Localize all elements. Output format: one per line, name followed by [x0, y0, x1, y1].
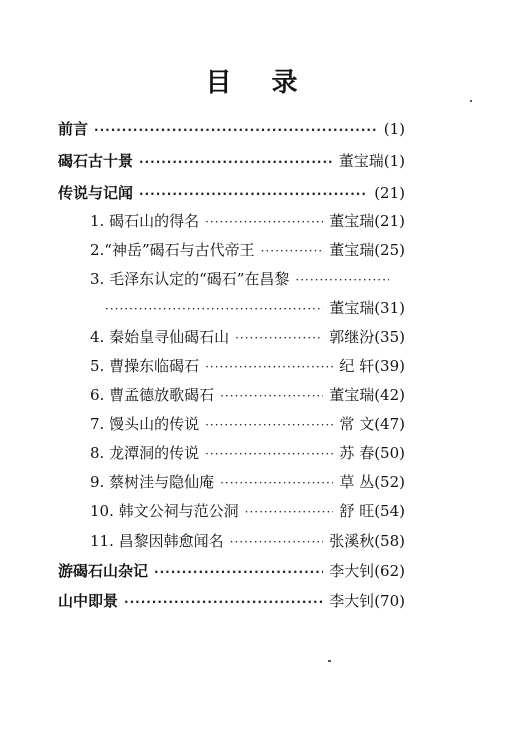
toc-entry-author: 张溪秋 — [329, 532, 375, 550]
toc-entry-title: 6. 曹孟德放歌碣石 — [90, 386, 215, 404]
toc-entry-page: (58) — [374, 532, 405, 550]
toc-entry-author: 舒 旺 — [339, 502, 375, 520]
leader-dots — [205, 361, 333, 373]
toc-entry[interactable] — [58, 560, 405, 581]
leader-dots — [139, 156, 333, 168]
toc-entry-title: 碣石古十景 — [58, 152, 134, 170]
toc-entry-author: 董宝瑞 — [329, 386, 375, 404]
toc-entry[interactable] — [90, 239, 405, 260]
leader-dots — [230, 536, 324, 548]
toc-entry-page: (47) — [374, 415, 405, 433]
leader-dots — [245, 506, 334, 518]
toc-entry[interactable] — [90, 471, 405, 492]
leader-dots — [154, 566, 323, 578]
toc-entry-author: 李大钊 — [329, 562, 375, 580]
toc-entry-page: (21) — [374, 184, 405, 202]
toc-entry[interactable] — [90, 326, 405, 347]
toc-entry-continuation[interactable] — [105, 297, 405, 318]
toc-entry-author: 纪 轩 — [339, 357, 375, 375]
toc-entry-page: (31) — [374, 299, 405, 317]
leader-dots — [295, 274, 389, 286]
leader-dots — [205, 419, 333, 431]
toc-entry-author: 草 丛 — [339, 473, 375, 491]
toc-entry-author: 董宝瑞 — [329, 241, 375, 259]
toc-entry-title: 游碣石山杂记 — [58, 562, 149, 580]
toc-entry-title: 传说与记闻 — [58, 184, 134, 202]
toc-entry-page: (1) — [383, 152, 405, 170]
toc-entry-title: 3. 毛泽东认定的“碣石”在昌黎 — [90, 270, 290, 288]
toc-entry-author: 常 文 — [339, 415, 375, 433]
scan-speck — [328, 660, 331, 662]
toc-entry[interactable] — [90, 210, 405, 231]
toc-entry-page: (42) — [374, 386, 405, 404]
leader-dots — [205, 448, 333, 460]
leader-dots — [235, 332, 323, 344]
toc-entry-page: (39) — [374, 357, 405, 375]
toc-entry-author: 董宝瑞 — [329, 299, 375, 317]
toc-entry-page: (50) — [374, 444, 405, 462]
toc-entry-title: 9. 蔡树洼与隐仙庵 — [90, 473, 215, 491]
leader-dots — [220, 390, 323, 402]
toc-entry[interactable] — [58, 590, 405, 611]
toc-entry-title: 山中即景 — [58, 592, 119, 610]
toc-entry-page: (1) — [383, 120, 405, 138]
leader-dots — [205, 216, 323, 228]
toc-entry-page: (54) — [374, 502, 405, 520]
leader-dots — [105, 303, 323, 315]
toc-entry-author: 李大钊 — [329, 592, 375, 610]
toc-entry[interactable] — [90, 413, 405, 434]
toc-entry-title: 7. 馒头山的传说 — [90, 415, 200, 433]
leader-dots — [124, 596, 323, 608]
title-char-2: 录 — [271, 68, 300, 98]
toc-entry-title: 11. 昌黎因韩愈闻名 — [90, 532, 224, 550]
leader-dots — [220, 477, 333, 489]
toc-entry-title: 5. 曹操东临碣石 — [90, 357, 200, 375]
toc-entry-author: 郭继汾 — [329, 328, 375, 346]
toc-entry[interactable] — [58, 118, 405, 139]
toc-entry-author: 苏 春 — [339, 444, 375, 462]
leader-dots — [139, 188, 368, 200]
toc-entry-title: 10. 韩文公祠与范公洞 — [90, 502, 239, 520]
toc-entry-title: 2.“神岳”碣石与古代帝王 — [90, 241, 255, 259]
toc-entry[interactable] — [90, 268, 395, 289]
toc-entry[interactable] — [90, 384, 405, 405]
leader-dots — [94, 124, 378, 136]
toc-entry[interactable] — [90, 500, 405, 521]
leader-dots — [261, 245, 324, 257]
page-title — [0, 62, 505, 99]
toc-entry-author: 董宝瑞 — [338, 152, 384, 170]
toc-entry-title: 1. 碣石山的得名 — [90, 212, 200, 230]
toc-entry[interactable] — [58, 182, 405, 203]
toc-entry[interactable] — [90, 355, 405, 376]
scan-speck — [470, 100, 472, 102]
toc-entry-title: 4. 秦始皇寻仙碣石山 — [90, 328, 230, 346]
toc-entry-page: (62) — [374, 562, 405, 580]
toc-entry-page: (21) — [374, 212, 405, 230]
toc-entry-title: 前言 — [58, 120, 89, 138]
title-char-1: 目 — [205, 68, 234, 98]
toc-entry-page: (52) — [374, 473, 405, 491]
toc-entry[interactable] — [90, 530, 405, 551]
toc-entry-page: (35) — [374, 328, 405, 346]
toc-entry-page: (70) — [374, 592, 405, 610]
toc-entry-title: 8. 龙潭洞的传说 — [90, 444, 200, 462]
toc-entry[interactable] — [90, 442, 405, 463]
toc-entry-page: (25) — [374, 241, 405, 259]
toc-entry-author: 董宝瑞 — [329, 212, 375, 230]
toc-entry[interactable] — [58, 150, 405, 171]
